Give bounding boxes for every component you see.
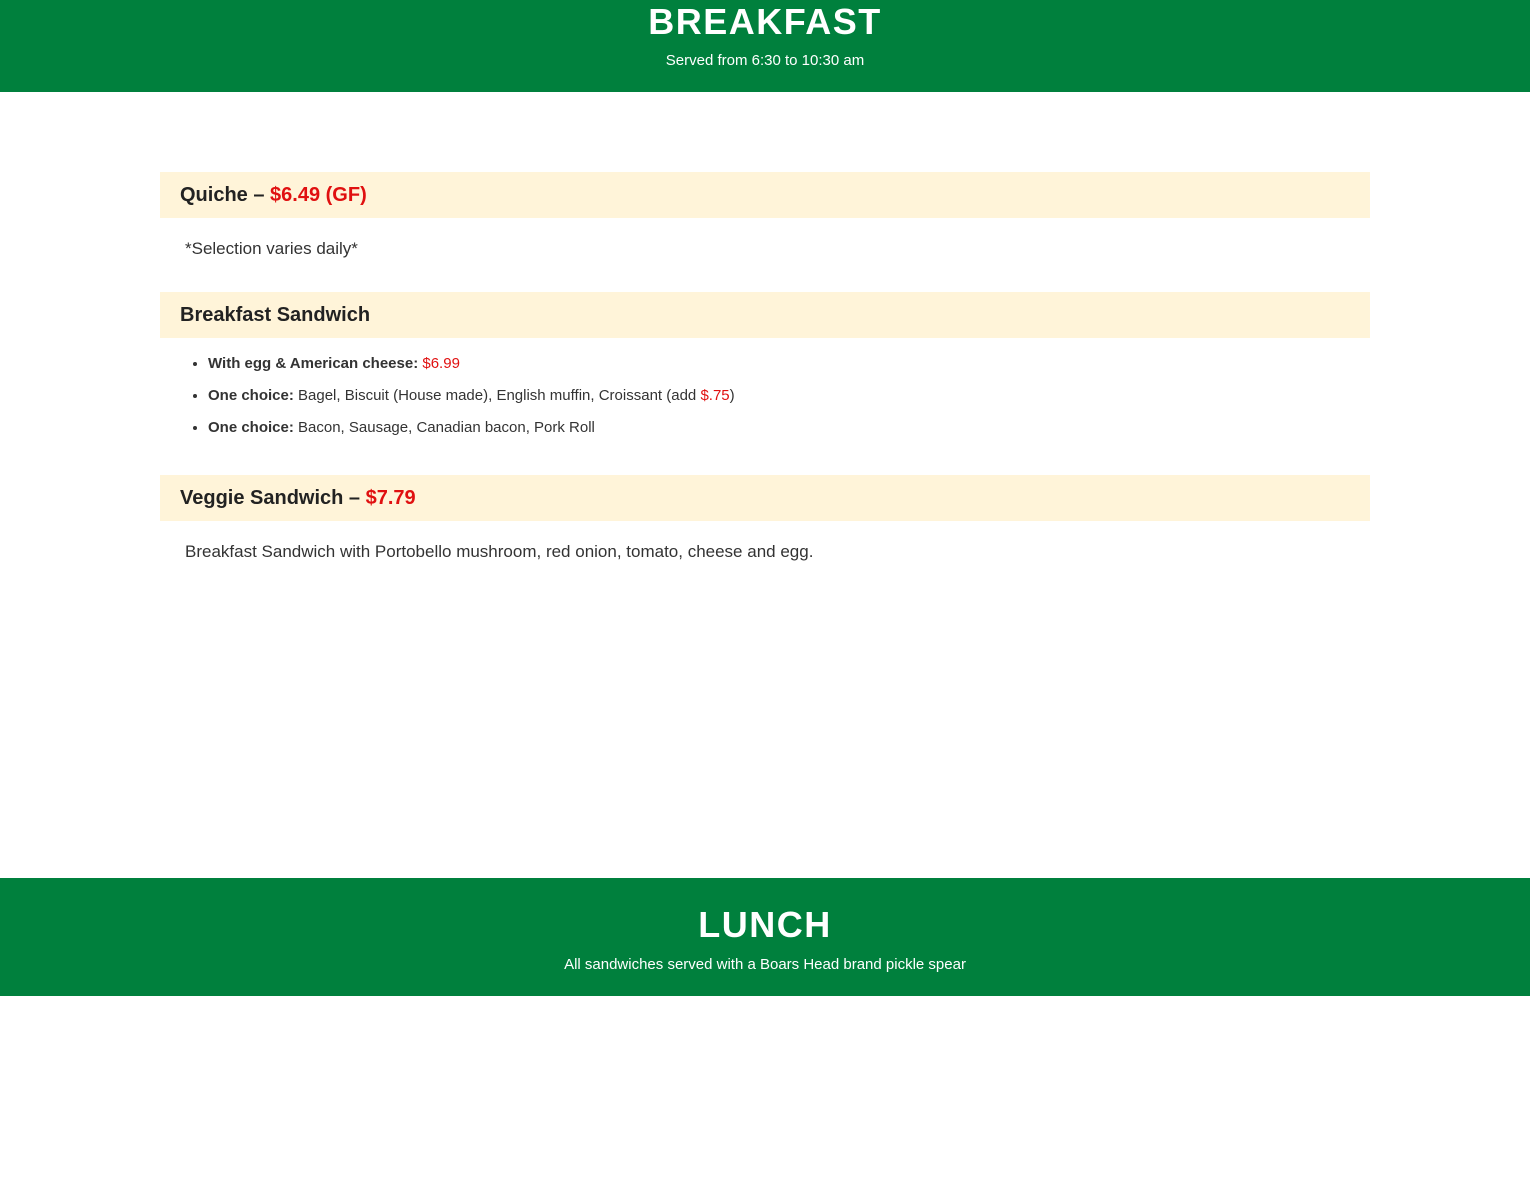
lunch-subtitle: All sandwiches served with a Boars Head brand pickle spear	[564, 956, 966, 973]
option-label: With egg & American cheese:	[208, 355, 419, 372]
lunch-title: LUNCH	[698, 904, 832, 945]
quiche-name: Quiche –	[180, 184, 271, 206]
veggie-sandwich-price: $7.79	[365, 487, 416, 509]
list-item	[208, 352, 735, 384]
lunch-banner	[0, 878, 1530, 996]
breakfast-title: BREAKFAST	[648, 1, 882, 42]
option-label: One choice:	[208, 419, 294, 436]
option-price: $6.99	[422, 355, 460, 372]
breakfast-sandwich-name: Breakfast Sandwich	[180, 304, 371, 326]
option-text: Bagel, Biscuit (House made), English muffin, Croissant (add	[293, 387, 701, 404]
breakfast-subtitle: Served from 6:30 to 10:30 am	[665, 52, 865, 69]
quiche-note: *Selection varies daily*	[185, 239, 358, 258]
quiche-header	[160, 172, 1370, 218]
veggie-sandwich-header	[160, 475, 1370, 521]
breakfast-sandwich-header	[160, 292, 1370, 338]
breakfast-sandwich-options	[160, 352, 735, 448]
option-label: One choice:	[208, 387, 294, 404]
option-suffix: )	[729, 387, 735, 404]
breakfast-banner	[0, 0, 1530, 92]
option-text: Bacon, Sausage, Canadian bacon, Pork Roll	[293, 419, 595, 436]
veggie-sandwich-description: Breakfast Sandwich with Portobello mushroom, red onion, tomato, cheese and egg.	[185, 542, 814, 561]
quiche-price: $6.49 (GF)	[270, 184, 367, 206]
option-price: $.75	[700, 387, 730, 404]
list-item	[208, 384, 735, 416]
veggie-sandwich-name: Veggie Sandwich –	[180, 487, 366, 509]
list-item	[208, 416, 735, 448]
